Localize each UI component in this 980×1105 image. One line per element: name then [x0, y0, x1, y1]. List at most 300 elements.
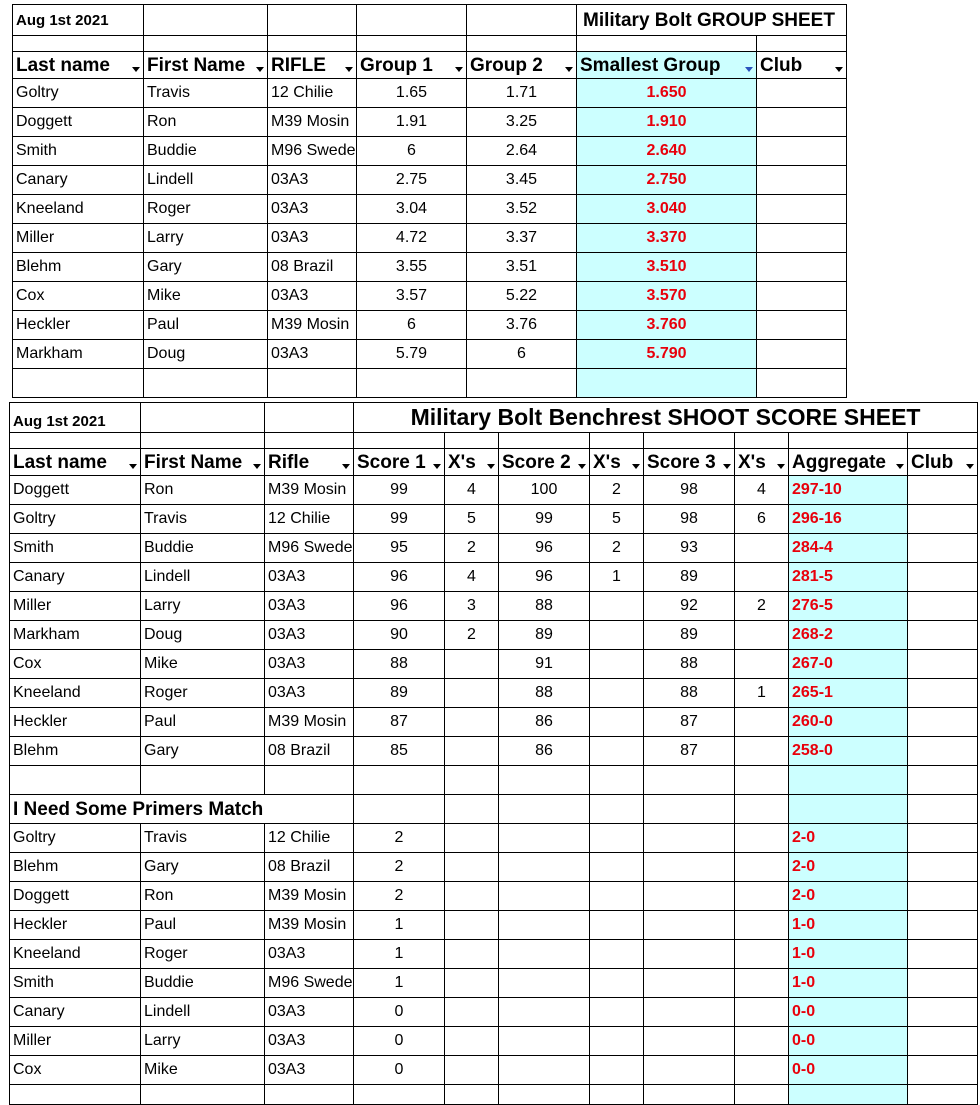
cell — [908, 433, 978, 449]
cell-g2: 3.45 — [467, 166, 577, 195]
cell — [908, 795, 978, 824]
cell — [789, 433, 908, 449]
cell-x3: 2 — [735, 592, 789, 621]
column-header-label: Rifle — [268, 451, 310, 473]
cell-last: Miller — [10, 1027, 141, 1056]
cell-g1: 1.65 — [357, 79, 467, 108]
column-header[interactable] — [644, 449, 735, 476]
cell-s3: 92 — [644, 592, 735, 621]
table-row — [10, 998, 978, 1027]
score-sheet-title: Military Bolt Benchrest SHOOT SCORE SHEET — [354, 403, 978, 433]
cell-rifle: 08 Brazil — [268, 253, 357, 282]
cell — [590, 766, 644, 795]
cell-rifle: 03A3 — [268, 166, 357, 195]
cell-smallest: 3.510 — [577, 253, 757, 282]
cell — [735, 1085, 789, 1105]
cell — [735, 853, 789, 882]
cell — [445, 940, 499, 969]
column-header-label: Score 3 — [647, 451, 716, 473]
cell — [144, 5, 268, 36]
cell-x1: 4 — [445, 563, 499, 592]
cell — [268, 369, 357, 398]
column-header[interactable] — [354, 449, 445, 476]
cell-rifle: M96 Swede — [265, 534, 354, 563]
cell-last: Goltry — [13, 79, 144, 108]
cell-first: Roger — [141, 940, 265, 969]
cell-rifle: M39 Mosin — [265, 708, 354, 737]
cell-agg: 1-0 — [789, 969, 908, 998]
cell-club — [908, 679, 978, 708]
cell-g1: 6 — [357, 137, 467, 166]
cell-score: 0 — [354, 998, 445, 1027]
cell — [644, 882, 735, 911]
cell-first: Buddie — [144, 137, 268, 166]
cell-x1: 5 — [445, 505, 499, 534]
table-row — [10, 853, 978, 882]
cell — [735, 940, 789, 969]
cell-g1: 3.57 — [357, 282, 467, 311]
cell-club — [908, 505, 978, 534]
column-header[interactable] — [577, 52, 757, 79]
column-header-label: Smallest Group — [580, 54, 721, 76]
column-header-label: X's — [593, 451, 621, 473]
cell-s2: 96 — [499, 563, 590, 592]
cell-agg: 265-1 — [789, 679, 908, 708]
cell-last: Blehm — [10, 853, 141, 882]
cell-s3: 88 — [644, 679, 735, 708]
chevron-down-icon[interactable] — [342, 464, 350, 469]
column-header-label: X's — [448, 451, 476, 473]
table-row — [13, 340, 847, 369]
column-header-label: Last name — [16, 54, 110, 76]
cell — [265, 433, 354, 449]
column-header[interactable] — [10, 449, 141, 476]
cell — [10, 766, 141, 795]
table-row — [10, 1056, 978, 1085]
cell — [499, 795, 590, 824]
cell — [590, 998, 644, 1027]
column-header[interactable] — [141, 449, 265, 476]
cell — [10, 433, 141, 449]
table-row — [10, 679, 978, 708]
cell-rifle: 12 Chilie — [268, 79, 357, 108]
chevron-down-icon[interactable] — [253, 464, 261, 469]
column-header[interactable] — [789, 449, 908, 476]
cell-score: 2 — [354, 882, 445, 911]
primers-match-title: I Need Some Primers Match — [10, 795, 354, 824]
cell-s1: 85 — [354, 737, 445, 766]
cell — [141, 766, 265, 795]
column-header-label: Score 1 — [357, 451, 426, 473]
cell — [908, 824, 978, 853]
cell-s1: 99 — [354, 476, 445, 505]
cell — [735, 1056, 789, 1085]
cell-first: Lindell — [144, 166, 268, 195]
cell-rifle: 03A3 — [265, 1056, 354, 1085]
cell — [144, 36, 268, 52]
chevron-down-icon[interactable] — [455, 67, 463, 72]
column-header[interactable] — [590, 449, 644, 476]
chevron-down-icon[interactable] — [745, 67, 753, 72]
cell-first: Travis — [141, 824, 265, 853]
cell-s3: 98 — [644, 476, 735, 505]
table-row — [10, 476, 978, 505]
cell-last: Markham — [10, 621, 141, 650]
cell-agg: 2-0 — [789, 882, 908, 911]
cell-rifle: M39 Mosin — [265, 911, 354, 940]
cell — [141, 433, 265, 449]
cell-x3 — [735, 621, 789, 650]
cell-last: Smith — [10, 969, 141, 998]
table-row — [10, 1027, 978, 1056]
table-row — [13, 195, 847, 224]
cell — [13, 369, 144, 398]
cell-agg: 297-10 — [789, 476, 908, 505]
table-row — [10, 766, 978, 795]
column-header[interactable] — [735, 449, 789, 476]
table-row — [10, 940, 978, 969]
cell-last: Cox — [10, 1056, 141, 1085]
cell-score: 1 — [354, 969, 445, 998]
cell-agg: 260-0 — [789, 708, 908, 737]
table-row — [13, 137, 847, 166]
cell-x1 — [445, 737, 499, 766]
cell — [908, 940, 978, 969]
cell-rifle: 03A3 — [265, 940, 354, 969]
cell-score: 0 — [354, 1056, 445, 1085]
cell — [590, 882, 644, 911]
column-header[interactable] — [757, 52, 847, 79]
table-row — [13, 369, 847, 398]
column-header-label: Club — [760, 54, 803, 76]
cell-agg: 1-0 — [789, 911, 908, 940]
cell-s1: 90 — [354, 621, 445, 650]
cell-s3: 87 — [644, 737, 735, 766]
cell — [445, 766, 499, 795]
table-row — [10, 882, 978, 911]
table-row — [10, 911, 978, 940]
chevron-down-icon[interactable] — [433, 464, 441, 469]
cell-s2: 86 — [499, 708, 590, 737]
cell-s1: 96 — [354, 563, 445, 592]
column-header-label: X's — [738, 451, 766, 473]
chevron-down-icon[interactable] — [256, 67, 264, 72]
column-header[interactable] — [499, 449, 590, 476]
cell — [644, 969, 735, 998]
cell-g1: 2.75 — [357, 166, 467, 195]
cell-last: Canary — [13, 166, 144, 195]
cell-agg: 0-0 — [789, 1056, 908, 1085]
chevron-down-icon[interactable] — [835, 67, 843, 72]
cell — [499, 1056, 590, 1085]
cell-g1: 5.79 — [357, 340, 467, 369]
cell — [354, 766, 445, 795]
cell-x3 — [735, 563, 789, 592]
cell-first: Travis — [141, 505, 265, 534]
cell-first: Paul — [141, 911, 265, 940]
cell-last: Heckler — [10, 708, 141, 737]
cell — [735, 882, 789, 911]
cell-agg: 267-0 — [789, 650, 908, 679]
cell-smallest: 2.640 — [577, 137, 757, 166]
chevron-down-icon[interactable] — [132, 67, 140, 72]
cell-g1: 1.91 — [357, 108, 467, 137]
cell — [735, 911, 789, 940]
column-header-label: RIFLE — [271, 54, 326, 76]
cell — [445, 824, 499, 853]
cell-club — [757, 253, 847, 282]
cell-x2: 1 — [590, 563, 644, 592]
chevron-down-icon[interactable] — [896, 464, 904, 469]
cell-rifle: 03A3 — [265, 592, 354, 621]
cell-last: Smith — [10, 534, 141, 563]
chevron-down-icon[interactable] — [966, 464, 974, 469]
cell-rifle: 03A3 — [265, 1027, 354, 1056]
group-sheet-title: Military Bolt GROUP SHEET — [577, 5, 847, 36]
cell — [735, 824, 789, 853]
cell — [590, 940, 644, 969]
cell — [499, 433, 590, 449]
cell-last: Smith — [13, 137, 144, 166]
chevron-down-icon[interactable] — [723, 464, 731, 469]
cell — [644, 998, 735, 1027]
cell — [644, 433, 735, 449]
table-row — [13, 253, 847, 282]
cell-s1: 87 — [354, 708, 445, 737]
cell-s3: 93 — [644, 534, 735, 563]
cell-rifle: 03A3 — [265, 563, 354, 592]
cell-rifle: 03A3 — [268, 282, 357, 311]
table-row — [13, 166, 847, 195]
cell-rifle: 03A3 — [265, 998, 354, 1027]
cell — [735, 766, 789, 795]
table-row — [13, 282, 847, 311]
cell-s2: 100 — [499, 476, 590, 505]
cell — [757, 36, 847, 52]
cell-g2: 3.37 — [467, 224, 577, 253]
cell — [735, 1027, 789, 1056]
cell-x1: 4 — [445, 476, 499, 505]
cell-rifle: 03A3 — [268, 224, 357, 253]
cell-x2 — [590, 592, 644, 621]
cell-agg: 276-5 — [789, 592, 908, 621]
cell — [590, 853, 644, 882]
cell-first: Paul — [144, 311, 268, 340]
cell-last: Canary — [10, 563, 141, 592]
cell — [10, 1085, 141, 1105]
cell — [445, 433, 499, 449]
cell — [445, 1027, 499, 1056]
cell — [499, 911, 590, 940]
cell-g1: 3.04 — [357, 195, 467, 224]
cell-last: Goltry — [10, 505, 141, 534]
cell — [577, 36, 757, 52]
table-row — [10, 563, 978, 592]
cell — [354, 795, 445, 824]
cell-x3: 1 — [735, 679, 789, 708]
cell-first: Lindell — [141, 563, 265, 592]
cell-last: Markham — [13, 340, 144, 369]
cell — [757, 369, 847, 398]
chevron-down-icon[interactable] — [565, 67, 573, 72]
cell-first: Doug — [141, 621, 265, 650]
column-header-label: First Name — [144, 451, 243, 473]
cell-smallest: 1.650 — [577, 79, 757, 108]
chevron-down-icon[interactable] — [487, 464, 495, 469]
cell-first: Larry — [141, 592, 265, 621]
column-header[interactable] — [467, 52, 577, 79]
cell — [357, 369, 467, 398]
table-row — [10, 824, 978, 853]
cell — [590, 824, 644, 853]
cell-score: 1 — [354, 940, 445, 969]
score-sheet-table — [9, 402, 978, 1105]
cell-x2 — [590, 708, 644, 737]
cell-s3: 89 — [644, 563, 735, 592]
cell-first: Roger — [144, 195, 268, 224]
column-header[interactable] — [445, 449, 499, 476]
cell — [499, 1085, 590, 1105]
cell-first: Ron — [141, 882, 265, 911]
cell-first: Doug — [144, 340, 268, 369]
cell — [590, 1027, 644, 1056]
cell-last: Doggett — [10, 476, 141, 505]
cell — [445, 1085, 499, 1105]
cell-g1: 4.72 — [357, 224, 467, 253]
cell-x3: 4 — [735, 476, 789, 505]
group-sheet-date: Aug 1st 2021 — [13, 5, 144, 36]
column-header-label: Score 2 — [502, 451, 571, 473]
cell-g2: 5.22 — [467, 282, 577, 311]
cell-x2 — [590, 737, 644, 766]
cell-g2: 3.76 — [467, 311, 577, 340]
cell — [265, 403, 354, 433]
cell-last: Miller — [13, 224, 144, 253]
cell-club — [908, 708, 978, 737]
cell-score: 0 — [354, 1027, 445, 1056]
cell — [590, 1056, 644, 1085]
cell-rifle: M39 Mosin — [268, 311, 357, 340]
cell-first: Lindell — [141, 998, 265, 1027]
cell-last: Kneeland — [10, 679, 141, 708]
cell-last: Goltry — [10, 824, 141, 853]
cell — [644, 1085, 735, 1105]
cell — [268, 5, 357, 36]
cell-s1: 99 — [354, 505, 445, 534]
chevron-down-icon[interactable] — [578, 464, 586, 469]
cell-rifle: 12 Chilie — [265, 824, 354, 853]
cell — [445, 882, 499, 911]
cell-s1: 88 — [354, 650, 445, 679]
table-row — [13, 108, 847, 137]
cell — [908, 766, 978, 795]
cell — [590, 1085, 644, 1105]
cell-s2: 88 — [499, 679, 590, 708]
cell — [357, 36, 467, 52]
cell — [265, 766, 354, 795]
table-row — [10, 969, 978, 998]
cell-agg: 0-0 — [789, 998, 908, 1027]
cell — [735, 998, 789, 1027]
cell-rifle: 03A3 — [268, 195, 357, 224]
cell-first: Larry — [144, 224, 268, 253]
cell — [590, 795, 644, 824]
column-header-label: Group 2 — [470, 54, 543, 76]
column-header-label: Club — [911, 451, 954, 473]
cell — [445, 998, 499, 1027]
cell-g1: 6 — [357, 311, 467, 340]
chevron-down-icon[interactable] — [345, 67, 353, 72]
cell — [445, 853, 499, 882]
cell-x2 — [590, 621, 644, 650]
cell-last: Blehm — [10, 737, 141, 766]
chevron-down-icon[interactable] — [632, 464, 640, 469]
column-header-label: First Name — [147, 54, 246, 76]
cell-agg: 284-4 — [789, 534, 908, 563]
cell-s1: 89 — [354, 679, 445, 708]
cell-x2: 2 — [590, 476, 644, 505]
table-row — [10, 737, 978, 766]
column-header[interactable] — [144, 52, 268, 79]
cell — [908, 853, 978, 882]
cell — [908, 1085, 978, 1105]
cell-rifle: M96 Swede — [265, 969, 354, 998]
cell-s2: 91 — [499, 650, 590, 679]
cell-club — [908, 534, 978, 563]
cell-club — [757, 108, 847, 137]
cell — [357, 5, 467, 36]
cell-first: Buddie — [141, 969, 265, 998]
cell-club — [757, 137, 847, 166]
cell-last: Heckler — [13, 311, 144, 340]
cell — [499, 882, 590, 911]
cell-s1: 96 — [354, 592, 445, 621]
cell-smallest: 3.760 — [577, 311, 757, 340]
cell-first: Buddie — [141, 534, 265, 563]
cell-first: Mike — [141, 650, 265, 679]
score-sheet-date: Aug 1st 2021 — [10, 403, 141, 433]
table-row — [13, 311, 847, 340]
cell-s3: 87 — [644, 708, 735, 737]
cell-first: Gary — [141, 737, 265, 766]
cell-smallest: 5.790 — [577, 340, 757, 369]
cell-smallest: 3.570 — [577, 282, 757, 311]
cell-last: Heckler — [10, 911, 141, 940]
chevron-down-icon[interactable] — [129, 464, 137, 469]
chevron-down-icon[interactable] — [777, 464, 785, 469]
cell-first: Larry — [141, 1027, 265, 1056]
cell-smallest: 1.910 — [577, 108, 757, 137]
cell — [644, 1027, 735, 1056]
column-header[interactable] — [268, 52, 357, 79]
column-header[interactable] — [13, 52, 144, 79]
cell — [499, 1027, 590, 1056]
column-header[interactable] — [265, 449, 354, 476]
cell-s3: 89 — [644, 621, 735, 650]
cell — [445, 795, 499, 824]
table-row — [10, 592, 978, 621]
cell — [735, 795, 789, 824]
cell-g2: 2.64 — [467, 137, 577, 166]
cell-rifle: M39 Mosin — [265, 882, 354, 911]
column-header[interactable] — [908, 449, 978, 476]
cell — [644, 824, 735, 853]
column-header[interactable] — [357, 52, 467, 79]
cell — [590, 433, 644, 449]
cell-rifle: 03A3 — [265, 621, 354, 650]
table-row — [10, 650, 978, 679]
cell-club — [908, 476, 978, 505]
